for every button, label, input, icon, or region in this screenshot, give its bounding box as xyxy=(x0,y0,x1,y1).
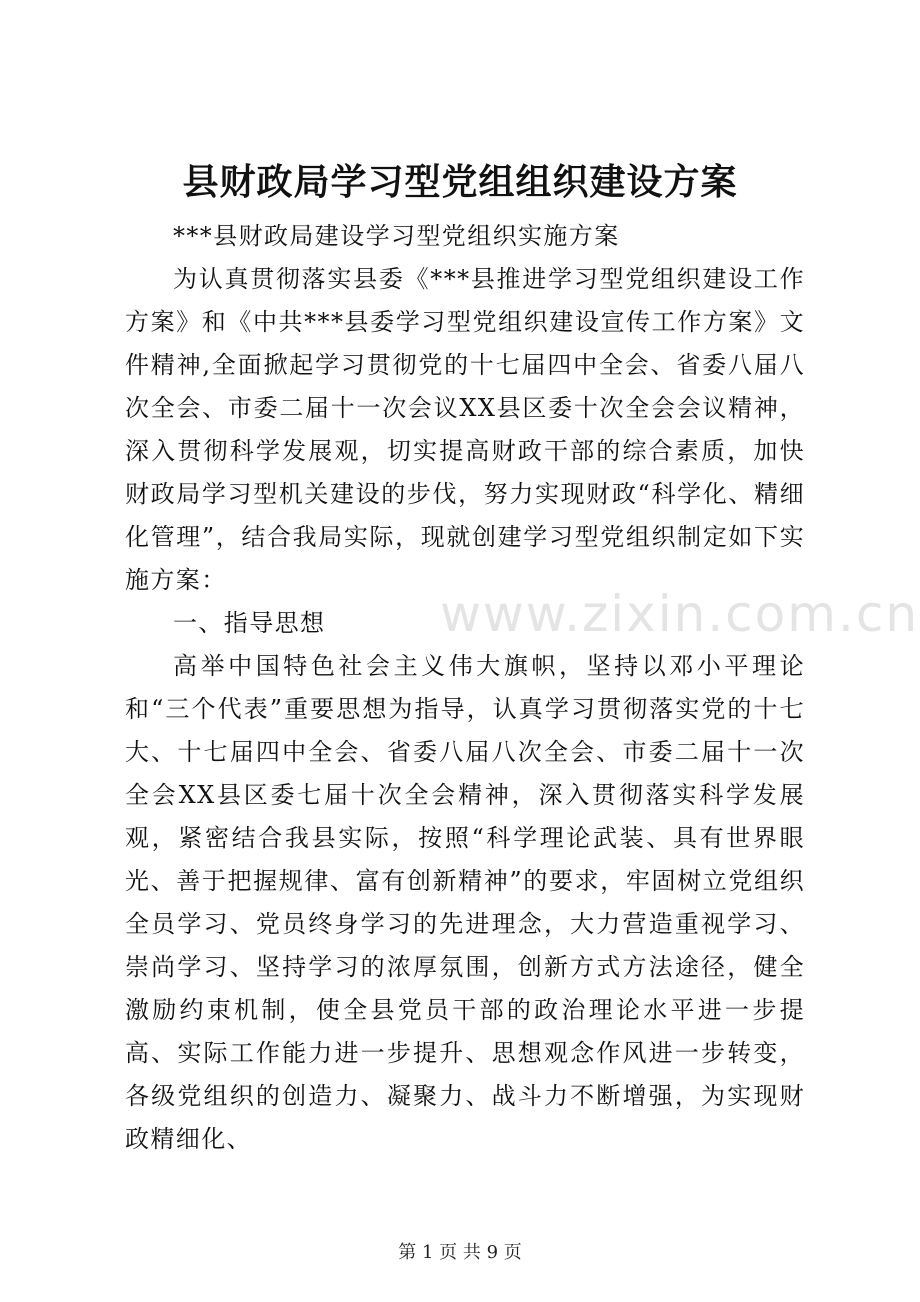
page-number-footer: 第 1 页 共 9 页 xyxy=(398,1242,522,1263)
intro-paragraph: 为认真贯彻落实县委《***县推进学习型党组织建设工作方案》和《中共***县委学习型党组织建设宣传工作方案》文件精神,全面掀起学习贯彻党的十七届四中全会、省委八届八次全会、市委二届十一次会议XX县区委十次全会会议精神，深入贯彻科学发展观，切实提高财政干部的综合素质，加快财政局学习型机关建设的步伐，努力实现财政“科学化、精细化管理”，结合我局实际，现就创建学习型党组织制定如下实施方案： xyxy=(125,265,805,594)
document-title: 县财政局学习型党组组织建设方案 xyxy=(182,162,738,203)
watermark: www.zixin.com.cn xyxy=(440,585,920,643)
guiding-ideology-paragraph: 高举中国特色社会主义伟大旗帜，坚持以邓小平理论和“三个代表”重要思想为指导，认真学习贯彻落实党的十七大、十七届四中全会、省委八届八次全会、市委二届十一次全会XX县区委七届十次全会精神，深入贯彻落实科学发展观，紧密结合我县实际，按照“科学理论武装、具有世界眼光、善于把握规律、富有创新精神”的要求，牢固树立党组织全员学习、党员终身学习的先进理念，大力营造重视学习、崇尚学习、坚持学习的浓厚氛围，创新方式方法途径，健全激励约束机制，使全县党员干部的政治理论水平进一步提高、实际工作能力进一步提升、思想观念作风进一步转变，各级党组织的创造力、凝聚力、战斗力不断增强，为实现财政精细化、 xyxy=(125,652,805,1153)
subtitle-paragraph: ***县财政局建设学习型党组织实施方案 xyxy=(173,222,620,250)
document-body xyxy=(125,215,805,1161)
section-heading-guiding-ideology: 一、指导思想 xyxy=(173,609,326,637)
